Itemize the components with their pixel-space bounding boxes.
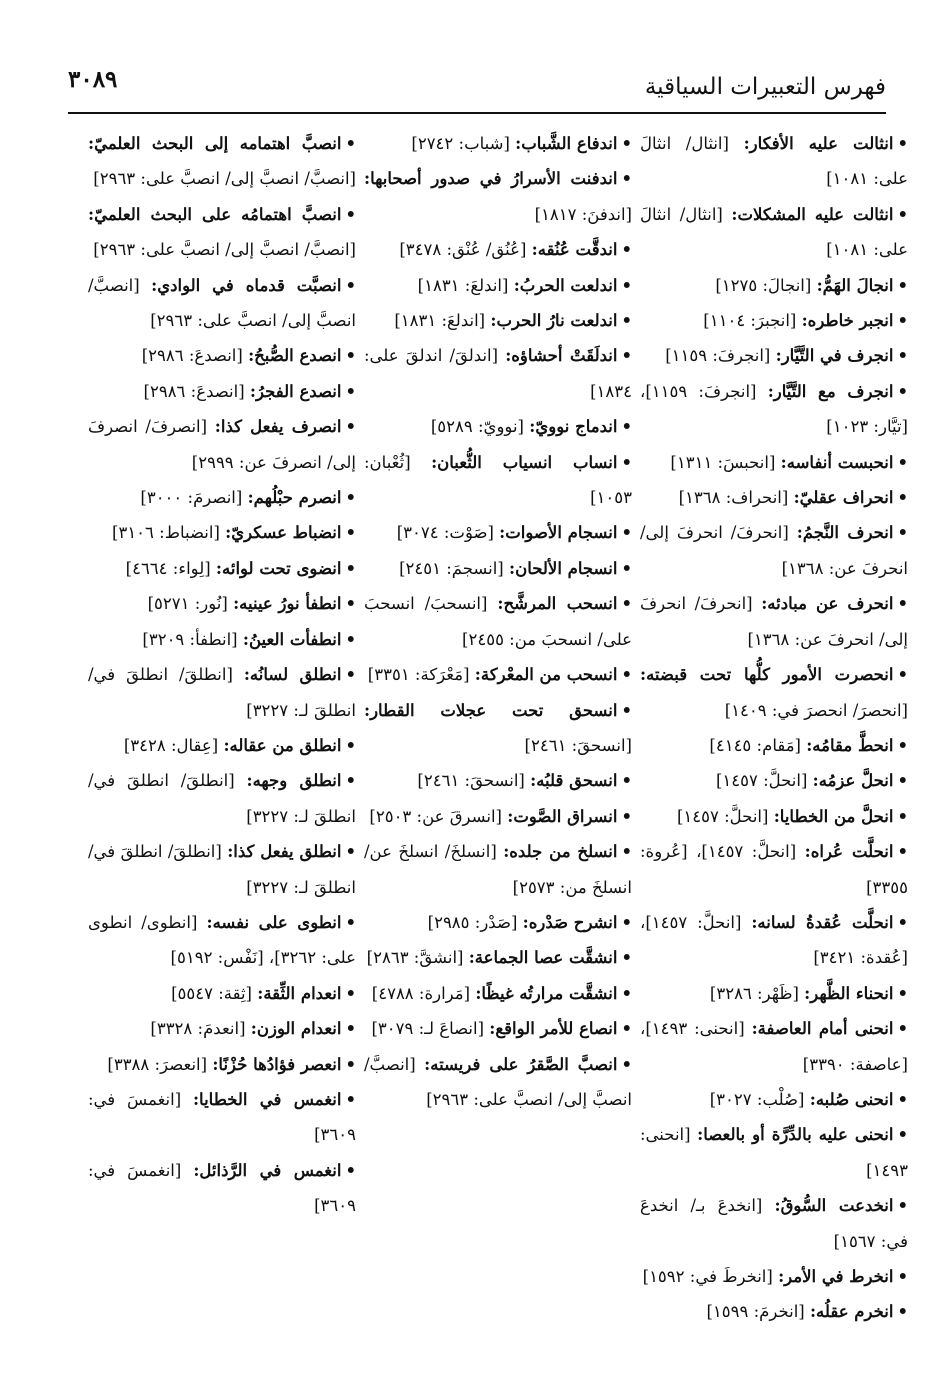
index-entry [364, 657, 632, 692]
entry-reference: [انخدعَ بـ/ انخدعَ في: ١٥٦٧] [640, 1196, 908, 1251]
entry-term: انجالَ الهَمُّ: [816, 275, 894, 295]
index-entry [640, 586, 908, 657]
bullet-icon: • [897, 488, 908, 508]
index-entry [88, 515, 356, 550]
bullet-icon: • [621, 948, 632, 968]
bullet-icon: • [621, 842, 632, 862]
entry-reference: [اندلعَ: ١٨٣١] [417, 275, 509, 295]
entry-term: انخدعت السُّوقُ: [774, 1196, 894, 1216]
entry-reference: [انسلخَ/ انسلخَ عن/ انسلخَ من: ٢٥٧٣] [364, 842, 632, 897]
entry-reference: [انصدعَ: ٢٩٨٦] [143, 381, 245, 401]
index-entry [364, 693, 632, 764]
entry-reference: [انحلَّ: ١٤٥٧] [676, 806, 769, 826]
index-entry [364, 126, 632, 161]
index-entry [88, 622, 356, 657]
bullet-icon: • [621, 523, 632, 543]
bullet-icon: • [897, 204, 908, 224]
bullet-icon: • [897, 1196, 908, 1216]
index-entry [640, 338, 908, 373]
index-entry [364, 409, 632, 444]
entry-reference: [انضباط: ٣١٠٦] [112, 523, 220, 543]
entry-reference: [انصرمَ: ٣٠٠٠] [140, 488, 243, 508]
bullet-icon: • [621, 594, 632, 614]
entry-term: انضوى تحت لوائه: [215, 558, 342, 578]
entry-term: انسحب من المعْركة: [474, 665, 618, 685]
entry-reference: [انطوى/ انطوى على: ٣٢٦٢]، [نَفْس: ٥١٩٢] [88, 912, 356, 968]
index-entry [88, 1011, 356, 1046]
entry-reference: [انطلقَ/ انطلقَ في/ انطلقَ لـ: ٣٢٢٧] [88, 842, 356, 897]
entry-reference: [انطفأ: ٣٢٠٩] [142, 629, 238, 649]
entry-reference: [انجالَ: ١٢٧٥] [715, 275, 812, 295]
header-rule [68, 112, 886, 114]
bullet-icon: • [345, 594, 356, 614]
index-entry [88, 1047, 356, 1082]
entry-term: انصدع الفجرُ: [249, 381, 342, 401]
entry-term: انجرف مع التَّيَّار: [767, 381, 894, 401]
index-entry [364, 232, 632, 267]
index-entry [364, 161, 632, 232]
index-entry [640, 799, 908, 834]
bullet-icon: • [345, 381, 356, 401]
entry-term: انثالت عليه المشكلات: [731, 204, 894, 224]
index-entry [364, 1047, 632, 1118]
entry-term: انصرف يفعل كذا: [214, 417, 342, 437]
entry-reference: [انغمسَ في: ٣٦٠٩] [88, 1089, 356, 1145]
index-entry [364, 834, 632, 905]
entry-reference: [شباب: ٢٧٤٢] [411, 134, 510, 153]
bullet-icon: • [621, 912, 632, 932]
index-entry [640, 1188, 908, 1259]
entry-reference: [ثُعْبان: ١٠٥٣] [364, 452, 632, 508]
index-entry [640, 728, 908, 763]
entry-reference: [انغمسَ في: ٣٦٠٩] [88, 1160, 356, 1216]
column-left [84, 126, 360, 1326]
bullet-icon: • [621, 240, 632, 260]
entry-reference: [انصبَّ/ انصبَّ إلى/ انصبَّ على: ٢٩٦٣] [93, 240, 356, 260]
bullet-icon: • [621, 665, 632, 685]
index-entry [88, 374, 356, 409]
index-entry [640, 1259, 908, 1294]
bullet-icon: • [621, 558, 632, 578]
entry-reference: [انسرقَ عن: ٢٥٠٣] [369, 806, 502, 826]
bullet-icon: • [621, 806, 632, 826]
index-entry [88, 905, 356, 976]
bullet-icon: • [345, 842, 356, 862]
entry-term: انعصر فؤادُها حُزْنًا: [212, 1054, 342, 1074]
bullet-icon: • [345, 204, 356, 224]
entry-term: انطلق وجهه: [246, 771, 342, 791]
bullet-icon: • [621, 275, 632, 295]
index-entry [364, 303, 632, 338]
entry-reference: [صَدْر: ٢٩٨٥] [427, 912, 518, 932]
entry-term: اندفاع الشَّباب: [515, 134, 618, 153]
bullet-icon: • [897, 842, 908, 862]
index-entry [640, 657, 908, 728]
entry-term: انحطَّ مقامُه: [806, 735, 894, 755]
entry-reference: [انثال/ انثالَ على: ١٠٨١] [640, 134, 908, 189]
entry-term: انسلخ من جلده: [503, 842, 618, 862]
entry-reference: [انسحبَ/ انسحبَ على/ انسحبَ من: ٢٤٥٥] [364, 594, 632, 649]
entry-term: انغمس في الخطايا: [192, 1089, 342, 1109]
bullet-icon: • [345, 983, 356, 1003]
entry-term: انحلَّ من الخطايا: [773, 806, 894, 826]
column-middle [360, 126, 636, 1326]
bullet-icon: • [345, 771, 356, 791]
index-entry [88, 1153, 356, 1224]
bullet-icon: • [621, 134, 632, 153]
bullet-icon: • [345, 134, 356, 153]
index-entry [640, 1082, 908, 1117]
bullet-icon: • [345, 417, 356, 437]
entry-reference: [انحرفَ/ انحرفَ إلى/ انحرفَ عن: ١٣٦٨] [640, 594, 908, 649]
index-entry [640, 515, 908, 586]
entry-term: انطلق من عقاله: [223, 735, 342, 755]
index-entry [88, 551, 356, 586]
entry-term: انخرط في الأمر: [778, 1267, 894, 1286]
bullet-icon: • [621, 169, 632, 189]
entry-term: اندلَقَتْ أحشاؤه: [505, 346, 618, 366]
entry-reference: [انحبسَ: ١٣١١] [670, 452, 776, 472]
entry-reference: [انصاعَ لـ: ٣٠٧٩] [371, 1019, 485, 1039]
bullet-icon: • [897, 806, 908, 826]
column-right [636, 126, 912, 1326]
index-entry [640, 1011, 908, 1082]
entry-term: انشرح صَدْره: [522, 912, 618, 932]
entry-reference: [اندلعَ: ١٨٣١] [394, 311, 486, 331]
index-entry [88, 197, 356, 268]
bullet-icon: • [345, 665, 357, 685]
entry-reference: [انحلَّ: ١٤٥٧] [715, 771, 808, 791]
index-entry [640, 126, 908, 197]
entry-term: انجبر خاطره: [801, 311, 894, 331]
bullet-icon: • [621, 700, 632, 720]
entry-reference: [نوويّ: ٥٢٨٩] [430, 417, 524, 437]
index-entry [640, 834, 908, 905]
entry-term: انطفأ نورُ عينيه: [233, 594, 342, 614]
bullet-icon: • [621, 1019, 632, 1039]
index-columns [70, 126, 912, 1326]
entry-term: انشقَّت عصا الجماعة: [468, 948, 618, 968]
bullet-icon: • [621, 983, 632, 1003]
entry-reference: [انثال/ انثالَ على: ١٠٨١] [640, 204, 908, 260]
index-entry [88, 1082, 356, 1153]
entry-term: اندلعت الحربُ: [513, 275, 618, 295]
entry-reference: [انشقَّ: ٢٨٦٣] [366, 948, 464, 968]
bullet-icon: • [621, 452, 632, 472]
entry-term: انصرم حبْلُهم: [247, 488, 342, 508]
entry-reference: [انسحقَ: ٢٤٦١] [524, 735, 632, 755]
entry-term: انصبَّ اهتمامُه على البحث العلميّ: [88, 204, 342, 224]
bullet-icon: • [621, 771, 632, 791]
index-entry [88, 834, 356, 905]
entry-reference: [عِقال: ٣٤٢٨] [123, 735, 219, 755]
entry-term: انسراق الصَّوت: [507, 806, 618, 826]
index-entry [364, 940, 632, 975]
index-entry [364, 515, 632, 550]
entry-reference: [انصرفَ/ انصرفَ إلى/ انصرفَ عن: ٢٩٩٩] [88, 417, 356, 472]
entry-term: انعدام الثِّقة: [257, 983, 342, 1003]
index-entry [88, 586, 356, 621]
entry-reference: [انجرفَ: ١١٥٩] [665, 346, 771, 366]
entry-term: انطوى على نفسه: [206, 912, 342, 932]
entry-reference: [لِواء: ٤٦٦٤] [125, 558, 211, 578]
entry-reference: [انصبَّ/ انصبَّ إلى/ انصبَّ على: ٢٩٦٣] [93, 169, 356, 189]
entry-reference: [اندلقَ/ اندلقَ على: ١٨٣٤] [364, 346, 632, 401]
bullet-icon: • [345, 346, 356, 366]
index-entry [364, 445, 632, 516]
entry-term: انحبست أنفاسه: [780, 452, 894, 472]
entry-term: انطلق يفعل كذا: [227, 842, 342, 862]
entry-term: انحنى أمام العاصفة: [751, 1019, 894, 1039]
bullet-icon: • [345, 912, 357, 932]
entry-term: انساب انسياب الثُّعبان: [431, 452, 618, 472]
entry-term: انصبَّ الصَّقرُ على فريسته: [424, 1054, 618, 1074]
entry-term: انصبَّت قدماه في الوادي: [151, 275, 342, 295]
entry-reference: [انحراف: ١٣٦٨] [678, 488, 789, 508]
index-entry [88, 409, 356, 480]
index-entry [88, 126, 356, 197]
entry-term: اندفنت الأسرارُ في صدور أصحابها: [364, 169, 618, 189]
index-entry [640, 480, 908, 515]
index-entry [364, 763, 632, 798]
index-entry [364, 551, 632, 586]
page-number: ٣٠٨٩ [68, 66, 118, 93]
index-entry [640, 976, 908, 1011]
bullet-icon: • [621, 346, 632, 366]
entry-reference: [انسجمَ: ٢٤٥١] [399, 558, 504, 578]
entry-reference: [انسحقَ: ٢٤٦١] [417, 771, 525, 791]
entry-term: اندلعت نارُ الحرب: [490, 311, 618, 331]
bullet-icon: • [897, 311, 908, 331]
index-entry [364, 1011, 632, 1046]
index-entry [640, 374, 908, 445]
entry-term: انطفأت العينُ: [242, 629, 342, 649]
entry-reference: [انحرفَ/ انحرفَ إلى/ انحرفَ عن: ١٣٦٨] [640, 523, 908, 578]
bullet-icon: • [621, 1054, 632, 1074]
bullet-icon: • [897, 452, 908, 472]
bullet-icon: • [345, 735, 356, 755]
bullet-icon: • [897, 381, 908, 401]
entry-term: انغمس في الرَّذائل: [193, 1160, 342, 1180]
entry-reference: [صَوْت: ٣٠٧٤] [396, 523, 494, 543]
entry-term: انسجام الألحان: [509, 558, 618, 578]
bullet-icon: • [621, 417, 632, 437]
index-entry [364, 586, 632, 657]
bullet-icon: • [897, 134, 908, 153]
bullet-icon: • [897, 523, 908, 543]
running-title: فهرس التعبيرات السياقية [644, 74, 886, 100]
index-entry [364, 976, 632, 1011]
entry-term: انحناء الظَّهر: [804, 983, 894, 1003]
bullet-icon: • [897, 1267, 908, 1286]
bullet-icon: • [897, 275, 908, 295]
index-entry [364, 799, 632, 834]
index-entry [640, 1117, 908, 1188]
entry-reference: [انصدعَ: ٢٩٨٦] [141, 346, 243, 366]
entry-term: انحراف عقليّ: [793, 488, 894, 508]
bullet-icon: • [897, 1125, 908, 1145]
entry-term: انعدام الوزن: [250, 1019, 342, 1039]
bullet-icon: • [345, 629, 356, 649]
index-entry [88, 268, 356, 339]
entry-term: انجرف في التَّيَّار: [775, 346, 894, 366]
index-entry [640, 445, 908, 480]
bullet-icon: • [621, 311, 632, 331]
bullet-icon: • [345, 1019, 356, 1039]
entry-reference: [انخرطَ في: ١٥٩٢] [642, 1267, 773, 1286]
index-entry [640, 303, 908, 338]
entry-reference: [انعصرَ: ٣٣٨٨] [107, 1054, 208, 1074]
index-entry [88, 338, 356, 373]
bullet-icon: • [345, 558, 356, 578]
entry-term: انطلق لسانُه: [243, 665, 342, 685]
bullet-icon: • [345, 488, 356, 508]
entry-term: انصبَّ اهتمامه إلى البحث العلميّ: [88, 134, 342, 153]
entry-term: انسحق قلبُه: [530, 771, 618, 791]
entry-term: انضباط عسكريّ: [225, 523, 342, 543]
entry-reference: [انصبَّ/ انصبَّ إلى/ انصبَّ على: ٢٩٦٣] [364, 1054, 632, 1109]
entry-reference: [انخرمَ: ١٥٩٩] [706, 1302, 805, 1322]
index-entry [640, 905, 908, 976]
entry-term: اندماج نوويّ: [529, 417, 618, 437]
entry-reference: [انحلَّ: ١٤٥٧]، [عُقدة: ٣٤٢١] [640, 912, 908, 968]
entry-term: انثالت عليه الأفكار: [743, 134, 894, 153]
bullet-icon: • [897, 912, 908, 932]
bullet-icon: • [897, 1089, 908, 1109]
index-entry [88, 728, 356, 763]
entry-term: انصاع للأمر الواقع: [489, 1019, 618, 1039]
index-entry [640, 268, 908, 303]
entry-term: انحلَّ عزمُه: [812, 771, 894, 791]
entry-reference: [انصبَّ/ انصبَّ إلى/ انصبَّ على: ٢٩٦٣] [88, 275, 356, 331]
entry-reference: [انجبرَ: ١١٠٤] [703, 311, 797, 331]
entry-term: انحلَّت عُقدةُ لسانه: [751, 912, 894, 932]
entry-reference: [انحصرَ/ انحصرَ في: ١٤٠٩] [724, 700, 908, 720]
entry-reference: [اندفنَ: ١٨١٧] [534, 204, 632, 224]
index-entry [640, 763, 908, 798]
entry-reference: [عُنُق/ عُنْق: ٣٤٧٨] [399, 240, 527, 260]
index-entry [364, 905, 632, 940]
entry-reference: [صُلْب: ٣٠٢٧] [709, 1089, 805, 1109]
bullet-icon: • [897, 735, 908, 755]
index-entry [364, 338, 632, 409]
entry-reference: [نُور: ٥٢٧١] [147, 594, 228, 614]
index-entry [88, 480, 356, 515]
entry-reference: [انحلَّ: ١٤٥٧]، [عُروة: ٣٣٥٥] [640, 842, 908, 897]
entry-reference: [انحنى: ١٤٩٣] [640, 1125, 908, 1180]
entry-term: انحنى عليه بالدِّرَّة أو بالعصا: [697, 1125, 894, 1145]
index-entry [88, 976, 356, 1011]
entry-term: انحلَّت عُراه: [804, 842, 894, 862]
entry-term: انحصرت الأمور كلُّها تحت قبضته: [640, 665, 894, 685]
bullet-icon: • [345, 1054, 356, 1074]
index-entry [640, 197, 908, 268]
entry-term: انصدع الصُّبحُ: [248, 346, 342, 366]
entry-term: انخرم عقلُه: [809, 1302, 894, 1322]
bullet-icon: • [897, 771, 908, 791]
entry-term: اندقَّت عُنُقه: [531, 240, 618, 260]
entry-reference: [انعدمَ: ٣٣٢٨] [150, 1019, 246, 1039]
entry-term: انسحق تحت عجلات القطار: [364, 700, 618, 720]
entry-reference: [مَقام: ٤١٤٥] [709, 735, 801, 755]
index-entry [640, 1294, 908, 1326]
entry-reference: [انجرفَ: ١١٥٩]، [تيَّار: ١٠٢٣] [640, 381, 908, 437]
bullet-icon: • [345, 523, 356, 543]
entry-term: انسحب المرشَّح: [497, 594, 618, 614]
index-entry [88, 763, 356, 834]
index-entry [88, 657, 356, 728]
entry-reference: [ظَهْر: ٣٢٨٦] [709, 983, 799, 1003]
page-header [68, 60, 886, 110]
bullet-icon: • [897, 1302, 908, 1322]
entry-reference: [انطلقَ/ انطلقَ في/ انطلقَ لـ: ٣٢٢٧] [88, 771, 356, 826]
entry-term: انسجام الأصوات: [499, 523, 618, 543]
entry-reference: [مَعْرَكة: ٣٣٥١] [367, 665, 470, 685]
entry-term: انشقَّت مرارتُه غيظًا: [475, 983, 618, 1003]
bullet-icon: • [897, 1019, 908, 1039]
bullet-icon: • [897, 594, 909, 614]
entry-term: انحرف عن مبادئه: [761, 594, 894, 614]
entry-term: انحنى صُلبه: [809, 1089, 894, 1109]
bullet-icon: • [345, 1089, 357, 1109]
bullet-icon: • [897, 983, 908, 1003]
bullet-icon: • [345, 275, 357, 295]
bullet-icon: • [897, 346, 908, 366]
entry-reference: [مَرارة: ٤٧٨٨] [371, 983, 471, 1003]
index-entry [364, 268, 632, 303]
entry-reference: [انطلقَ/ انطلقَ في/ انطلقَ لـ: ٣٢٢٧] [88, 665, 356, 720]
entry-reference: [ثِقة: ٥٥٤٧] [171, 983, 252, 1003]
bullet-icon: • [345, 1160, 356, 1180]
entry-reference: [انحنى: ١٤٩٣]، [عاصفة: ٣٣٩٠] [640, 1019, 908, 1074]
bullet-icon: • [897, 665, 908, 685]
entry-term: انحرف النَّجمُ: [796, 523, 894, 543]
